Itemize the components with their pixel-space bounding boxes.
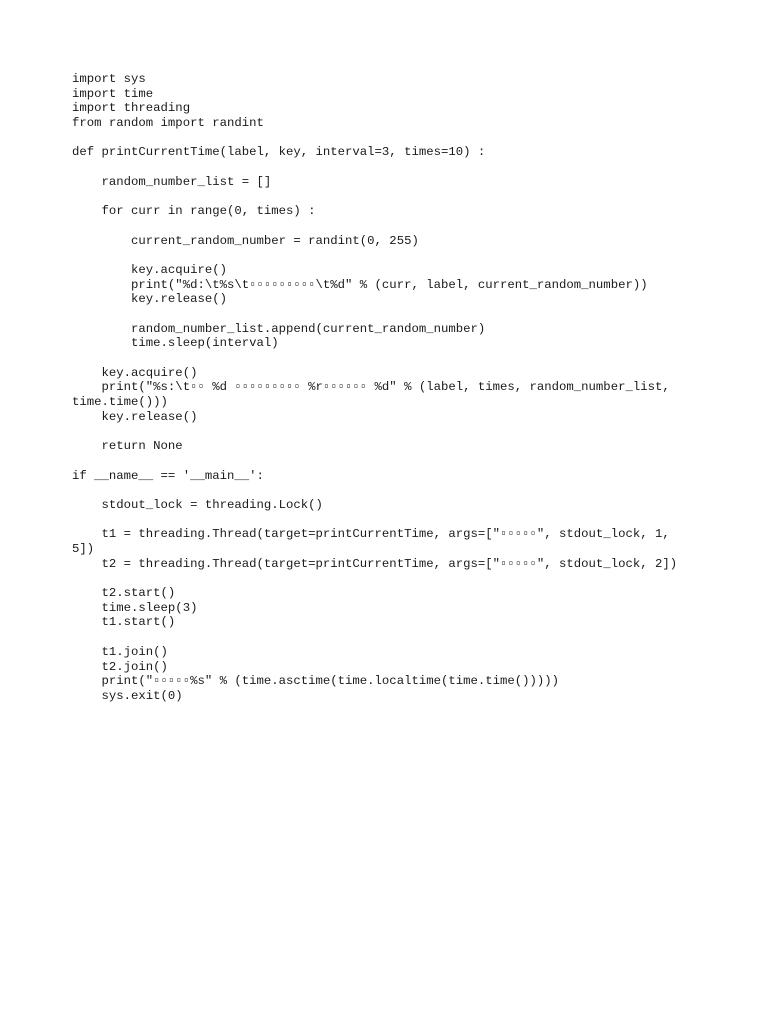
code-line: current_random_number = randint(0, 255) bbox=[72, 233, 419, 248]
code-line: import sys bbox=[72, 72, 146, 86]
code-line: sys.exit(0) bbox=[72, 688, 183, 703]
code-line bbox=[72, 248, 702, 263]
code-line: from random import randint bbox=[72, 116, 264, 131]
code-line: key.release() bbox=[72, 292, 227, 307]
code-line: time.time())) bbox=[72, 395, 168, 410]
code-listing bbox=[72, 72, 702, 704]
code-line: print("▫▫▫▫▫%s" % (time.asctime(time.localtime(time.time())))) bbox=[72, 674, 560, 689]
code-line: print("%s:\t▫▫ %d ▫▫▫▫▫▫▫▫▫ %r▫▫▫▫▫▫ %d" % (label, times, random_number_list, bbox=[72, 380, 670, 395]
code-line: if __name__ == '__main__': bbox=[72, 468, 264, 483]
code-line: for curr in range(0, times) : bbox=[72, 204, 316, 219]
code-line bbox=[72, 190, 702, 205]
code-line: t2.join() bbox=[72, 659, 168, 674]
code-line bbox=[72, 425, 702, 440]
code-line bbox=[72, 351, 702, 366]
code-line: key.acquire() bbox=[72, 365, 198, 380]
code-line: time.sleep(3) bbox=[72, 600, 198, 615]
code-line: key.release() bbox=[72, 409, 198, 424]
code-line bbox=[72, 483, 702, 498]
code-line: print("%d:\t%s\t▫▫▫▫▫▫▫▫▫\t%d" % (curr, label, current_random_number)) bbox=[72, 277, 648, 292]
code-line: key.acquire() bbox=[72, 262, 227, 277]
code-line bbox=[72, 307, 702, 322]
code-line bbox=[72, 571, 702, 586]
code-line: t2.start() bbox=[72, 586, 176, 601]
code-line bbox=[72, 630, 702, 645]
code-line: import time bbox=[72, 86, 154, 101]
code-line: return None bbox=[72, 439, 183, 454]
code-line bbox=[72, 131, 702, 146]
code-line bbox=[72, 513, 702, 528]
code-line: t1 = threading.Thread(target=printCurrentTime, args=["▫▫▫▫▫", stdout_lock, 1, bbox=[72, 527, 670, 542]
code-line bbox=[72, 454, 702, 469]
code-line: 5]) bbox=[72, 542, 95, 556]
code-line: random_number_list.append(current_random_number) bbox=[72, 321, 486, 336]
code-line bbox=[72, 160, 702, 175]
code-line: random_number_list = [] bbox=[72, 174, 272, 189]
code-line: def printCurrentTime(label, key, interval=3, times=10) : bbox=[72, 145, 486, 160]
code-line: t2 = threading.Thread(target=printCurrentTime, args=["▫▫▫▫▫", stdout_lock, 2]) bbox=[72, 556, 678, 571]
code-line bbox=[72, 219, 702, 234]
code-line: import threading bbox=[72, 101, 191, 116]
code-line: time.sleep(interval) bbox=[72, 336, 279, 351]
code-line: t1.join() bbox=[72, 644, 168, 659]
code-line: stdout_lock = threading.Lock() bbox=[72, 497, 323, 512]
code-line: t1.start() bbox=[72, 615, 176, 630]
